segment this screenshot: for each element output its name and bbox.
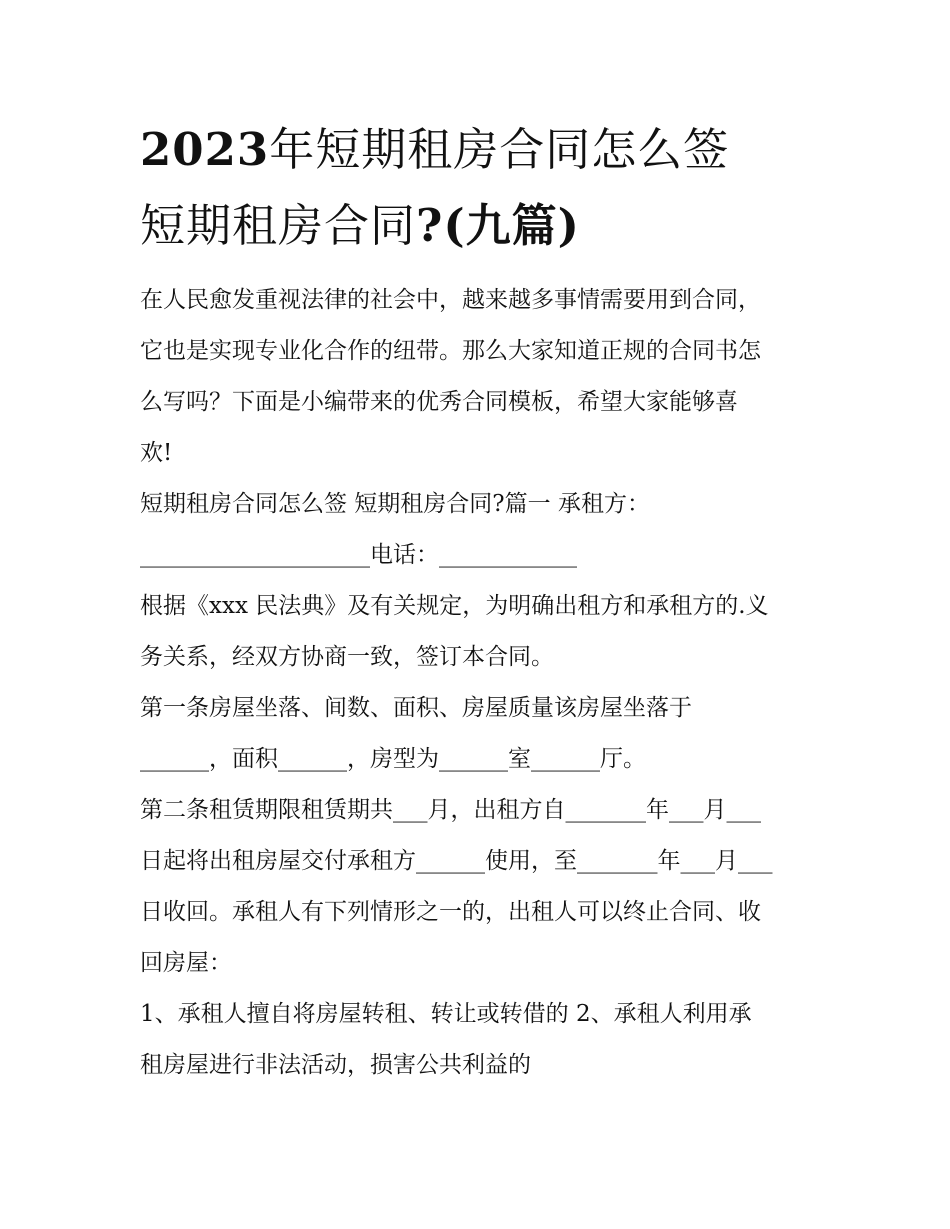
body-line: 第二条租赁期限租赁期共___月，出租方自_______年___月___ xyxy=(140,797,761,823)
body-line: 日起将出租房屋交付承租方______使用，至_______年___月___ xyxy=(140,848,773,874)
body-line: 日收回。承租人有下列情形之一的，出租人可以终止合同、收 xyxy=(140,899,761,925)
title-year: 2023 xyxy=(140,123,270,176)
title-line-1 xyxy=(140,112,840,188)
body-line: ______，面积______，房型为______室______厅。 xyxy=(140,746,646,772)
body-line: 在人民愈发重视法律的社会中，越来越多事情需要用到合同， xyxy=(140,287,761,313)
body-line: 回房屋： xyxy=(140,950,232,976)
body-line: 根据《xxx 民法典》及有关规定，为明确出租方和承租方的.义 xyxy=(140,593,769,619)
title-line-2 xyxy=(140,188,840,264)
title-line-2-text: 短期租房合同 xyxy=(140,199,417,252)
title-line-1-text: 年短期租房合同怎么签 xyxy=(269,123,730,176)
body-line: ____________________电话：____________ xyxy=(140,542,577,568)
body-line: 它也是实现专业化合作的纽带。那么大家知道正规的合同书怎 xyxy=(140,338,761,364)
body-line: 1、承租人擅自将房屋转租、转让或转借的 2、承租人利用承 xyxy=(140,1001,752,1027)
body-line: 么写吗？下面是小编带来的优秀合同模板，希望大家能够喜 xyxy=(140,389,738,415)
document-title xyxy=(140,112,840,264)
body-line: 务关系，经双方协商一致，签订本合同。 xyxy=(140,644,554,670)
body-line: 欢! xyxy=(140,440,173,466)
body-line: 租房屋进行非法活动，损害公共利益的 xyxy=(140,1052,531,1078)
body-line: 第一条房屋坐落、间数、面积、房屋质量该房屋坐落于 xyxy=(140,695,692,721)
body-line: 短期租房合同怎么签 短期租房合同?篇一 承租方： xyxy=(140,491,650,517)
title-line-2-tail: ?(九篇) xyxy=(416,199,580,252)
document-body xyxy=(140,275,830,1091)
